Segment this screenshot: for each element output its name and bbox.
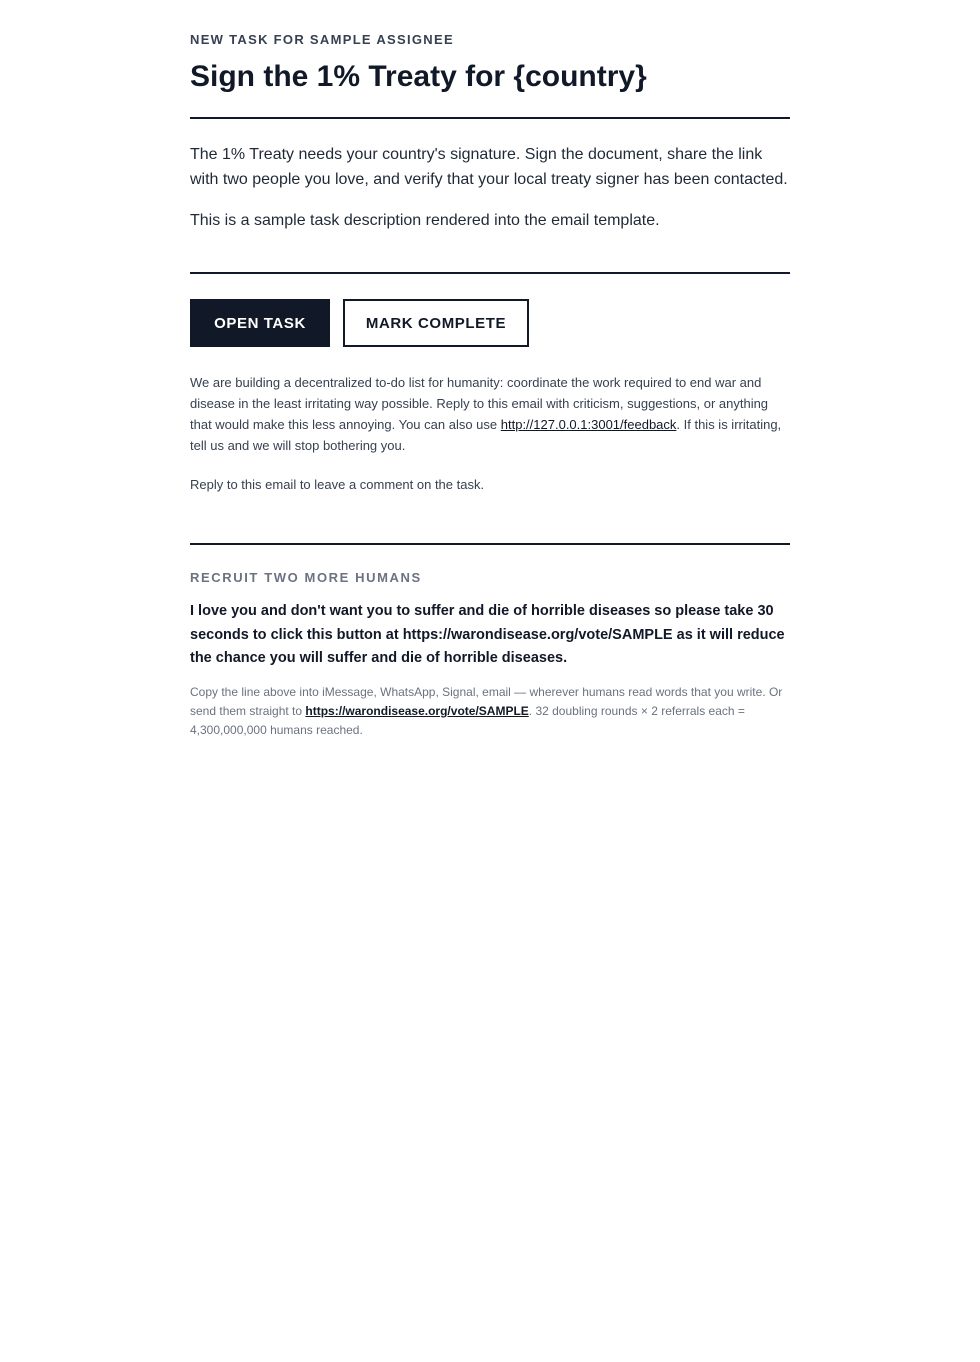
recruit-section-label: RECRUIT TWO MORE HUMANS (190, 570, 422, 585)
reply-note: Reply to this email to leave a comment on the task. (190, 477, 485, 492)
divider-top (190, 117, 790, 119)
divider-middle (190, 272, 790, 274)
task-description: The 1% Treaty needs your country's signature. Sign the document, share the link with two people you love, and verify that your local treaty signer has been contacted. (190, 146, 788, 188)
feedback-link[interactable]: http://127.0.0.1:3001/feedback (500, 417, 677, 432)
share-instructions (190, 683, 790, 740)
share-note-before: Copy the line above into iMessage, WhatsApp, Signal, email — wherever humans read words that you write. Or send them straight to (190, 685, 783, 718)
mission-text-after: . If this is irritating, tell us and we will stop bothering you. (190, 417, 782, 453)
share-note-after: . 32 doubling rounds × 2 referrals each = 4,300,000,000 humans reached. (190, 704, 745, 737)
open-task-button[interactable]: OPEN TASK (190, 299, 330, 347)
divider-bottom (190, 543, 790, 545)
mark-complete-button[interactable]: MARK COMPLETE (343, 299, 529, 347)
sample-note: This is a sample task description rendered into the email template. (190, 212, 660, 229)
mission-text-before: We are building a decentralized to-do list for humanity: coordinate the work required to end war and disease in the least irritating way possible. Reply to this email with criticism, suggestions, or anything that would make this less annoying. You can also use (190, 375, 769, 432)
assignee-eyebrow: NEW TASK FOR SAMPLE ASSIGNEE (190, 32, 454, 47)
task-title: Sign the 1% Treaty for {country} (190, 60, 647, 93)
vote-link[interactable]: https://warondisease.org/vote/SAMPLE (305, 704, 529, 718)
share-message: I love you and don't want you to suffer and die of horrible diseases so please take 30 seconds to click this button at https://warondisease.org/vote/SAMPLE as it will reduce the chance you will suffer and die of horrible diseases. (190, 603, 785, 666)
mission-statement (190, 372, 790, 456)
